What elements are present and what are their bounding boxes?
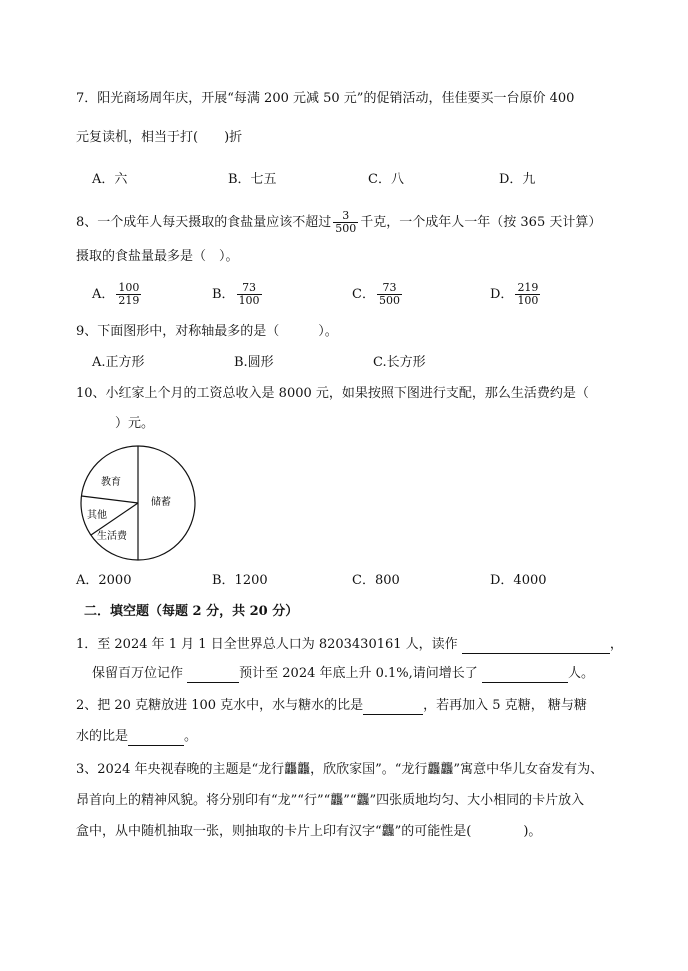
- f3-line2: 昂首向上的精神风貌。将分别印有“龙”“行”“龘”“龘”四张质地均匀、大小相同的卡片放入: [76, 793, 585, 808]
- q10-option-c: C．800: [352, 573, 400, 588]
- q8-option-c: [352, 278, 404, 312]
- q10-option-d: D．4000: [490, 573, 547, 588]
- f3-line3: 盒中，从中随机抽取一张，则抽取的卡片上印有汉字“龘”的可能性是( )。: [76, 824, 542, 839]
- f2-line2: [76, 728, 197, 746]
- q9-option-c: C.长方形: [373, 355, 426, 370]
- f2-blank-ratio1[interactable]: [363, 700, 423, 715]
- f1-line2-pre: 保留百万位记作: [92, 666, 184, 681]
- q8-option-d-fraction: [515, 282, 540, 307]
- q9-line1: 9、下面图形中，对称轴最多的是（ ）。: [76, 324, 338, 339]
- q9-option-a: A.正方形: [92, 355, 145, 370]
- q7-option-d: D．九: [499, 172, 536, 187]
- q7-option-a: A．六: [92, 172, 128, 187]
- f1-line1-pre: 1．至 2024 年 1 月 1 日全世界总人口为 8203430161 人，读作: [76, 637, 458, 652]
- q8-option-b-label: B．: [212, 287, 235, 302]
- q8-option-a-label: A．: [92, 287, 115, 302]
- q8-fraction-den: 500: [335, 222, 357, 235]
- f1-blank-rounded[interactable]: [187, 668, 239, 683]
- q8-option-a-num: 100: [118, 281, 140, 294]
- f2-line2-post: 。: [184, 729, 198, 744]
- q8-option-d: [490, 278, 542, 312]
- q8-fraction: [333, 210, 358, 235]
- q9-option-b: B.圆形: [234, 355, 274, 370]
- q8-option-c-label: C．: [352, 287, 375, 302]
- f1-blank-reading[interactable]: [462, 639, 610, 654]
- section2-title: 二．填空题（每题 2 分，共 20 分）: [84, 604, 299, 619]
- q8-option-c-num: 73: [377, 282, 402, 295]
- f2-line1-pre: 2、把 20 克糖放进 100 克水中，水与糖水的比是: [76, 698, 364, 713]
- q8-option-d-num: 219: [517, 281, 539, 294]
- pie-label-other: 其他: [87, 510, 107, 521]
- q8-option-d-label: D．: [490, 287, 514, 302]
- f3-line1: 3、2024 年央视春晚的主题是“龙行龘龘，欣欣家国”。“龙行龘龘”寓意中华儿女奋发有为、: [76, 762, 604, 777]
- q8-option-a: [92, 278, 143, 312]
- q10-option-a: A．2000: [76, 573, 132, 588]
- f1-line2-post: 人。: [567, 666, 594, 681]
- q8-option-b-fraction: [237, 282, 262, 307]
- q8-option-c-den: 500: [378, 294, 400, 307]
- q8-option-a-den: 219: [118, 294, 140, 307]
- q8-line1: [76, 206, 601, 240]
- f2-line1: [76, 697, 587, 715]
- q8-option-b: [212, 278, 264, 312]
- pie-label-savings: 储蓄: [151, 497, 171, 508]
- q10-pie-chart: [78, 443, 198, 563]
- pie-label-education: 教育: [101, 477, 121, 488]
- q7-line1: 7．阳光商场周年庆，开展“每满 200 元减 50 元”的促销活动，佳佳要买一台原价 400: [76, 91, 575, 106]
- f1-line1-post: ，: [609, 637, 623, 652]
- q7-option-c: C．八: [368, 172, 404, 187]
- q8-fraction-num: 3: [333, 210, 358, 223]
- q8-option-b-num: 73: [237, 282, 262, 295]
- q8-option-a-fraction: [116, 282, 141, 307]
- q10-line1: 10、小红家上个月的工资总收入是 8000 元，如果按照下图进行支配，那么生活费约是（: [76, 386, 589, 401]
- q7-option-b: B．七五: [228, 172, 277, 187]
- q8-line2: 摄取的食盐量最多是（ ）。: [76, 249, 239, 264]
- pie-label-living: 生活费: [97, 531, 127, 542]
- q10-option-b: B．1200: [212, 573, 268, 588]
- f2-line2-pre: 水的比是: [76, 729, 129, 744]
- q8-option-b-den: 100: [238, 294, 260, 307]
- q8-option-d-den: 100: [517, 294, 539, 307]
- f1-line2: [92, 665, 594, 683]
- f1-blank-increase[interactable]: [482, 668, 568, 683]
- f2-blank-ratio2[interactable]: [128, 731, 184, 746]
- q8-option-c-fraction: [377, 282, 402, 307]
- q8-text-post: 千克，一个成年人一年（按 365 天计算）: [360, 215, 602, 230]
- f1-line2-mid: 预计至 2024 年底上升 0.1%,请问增长了: [239, 666, 478, 681]
- q7-line2: 元复读机，相当于打( )折: [76, 130, 243, 145]
- q8-text-pre: 8、一个成年人每天摄取的食盐量应该不超过: [76, 215, 332, 230]
- q10-line2: ）元。: [76, 416, 155, 431]
- f1-line1: [76, 636, 623, 654]
- f2-line1-post: ，若再加入 5 克糖， 糖与糖: [423, 698, 587, 713]
